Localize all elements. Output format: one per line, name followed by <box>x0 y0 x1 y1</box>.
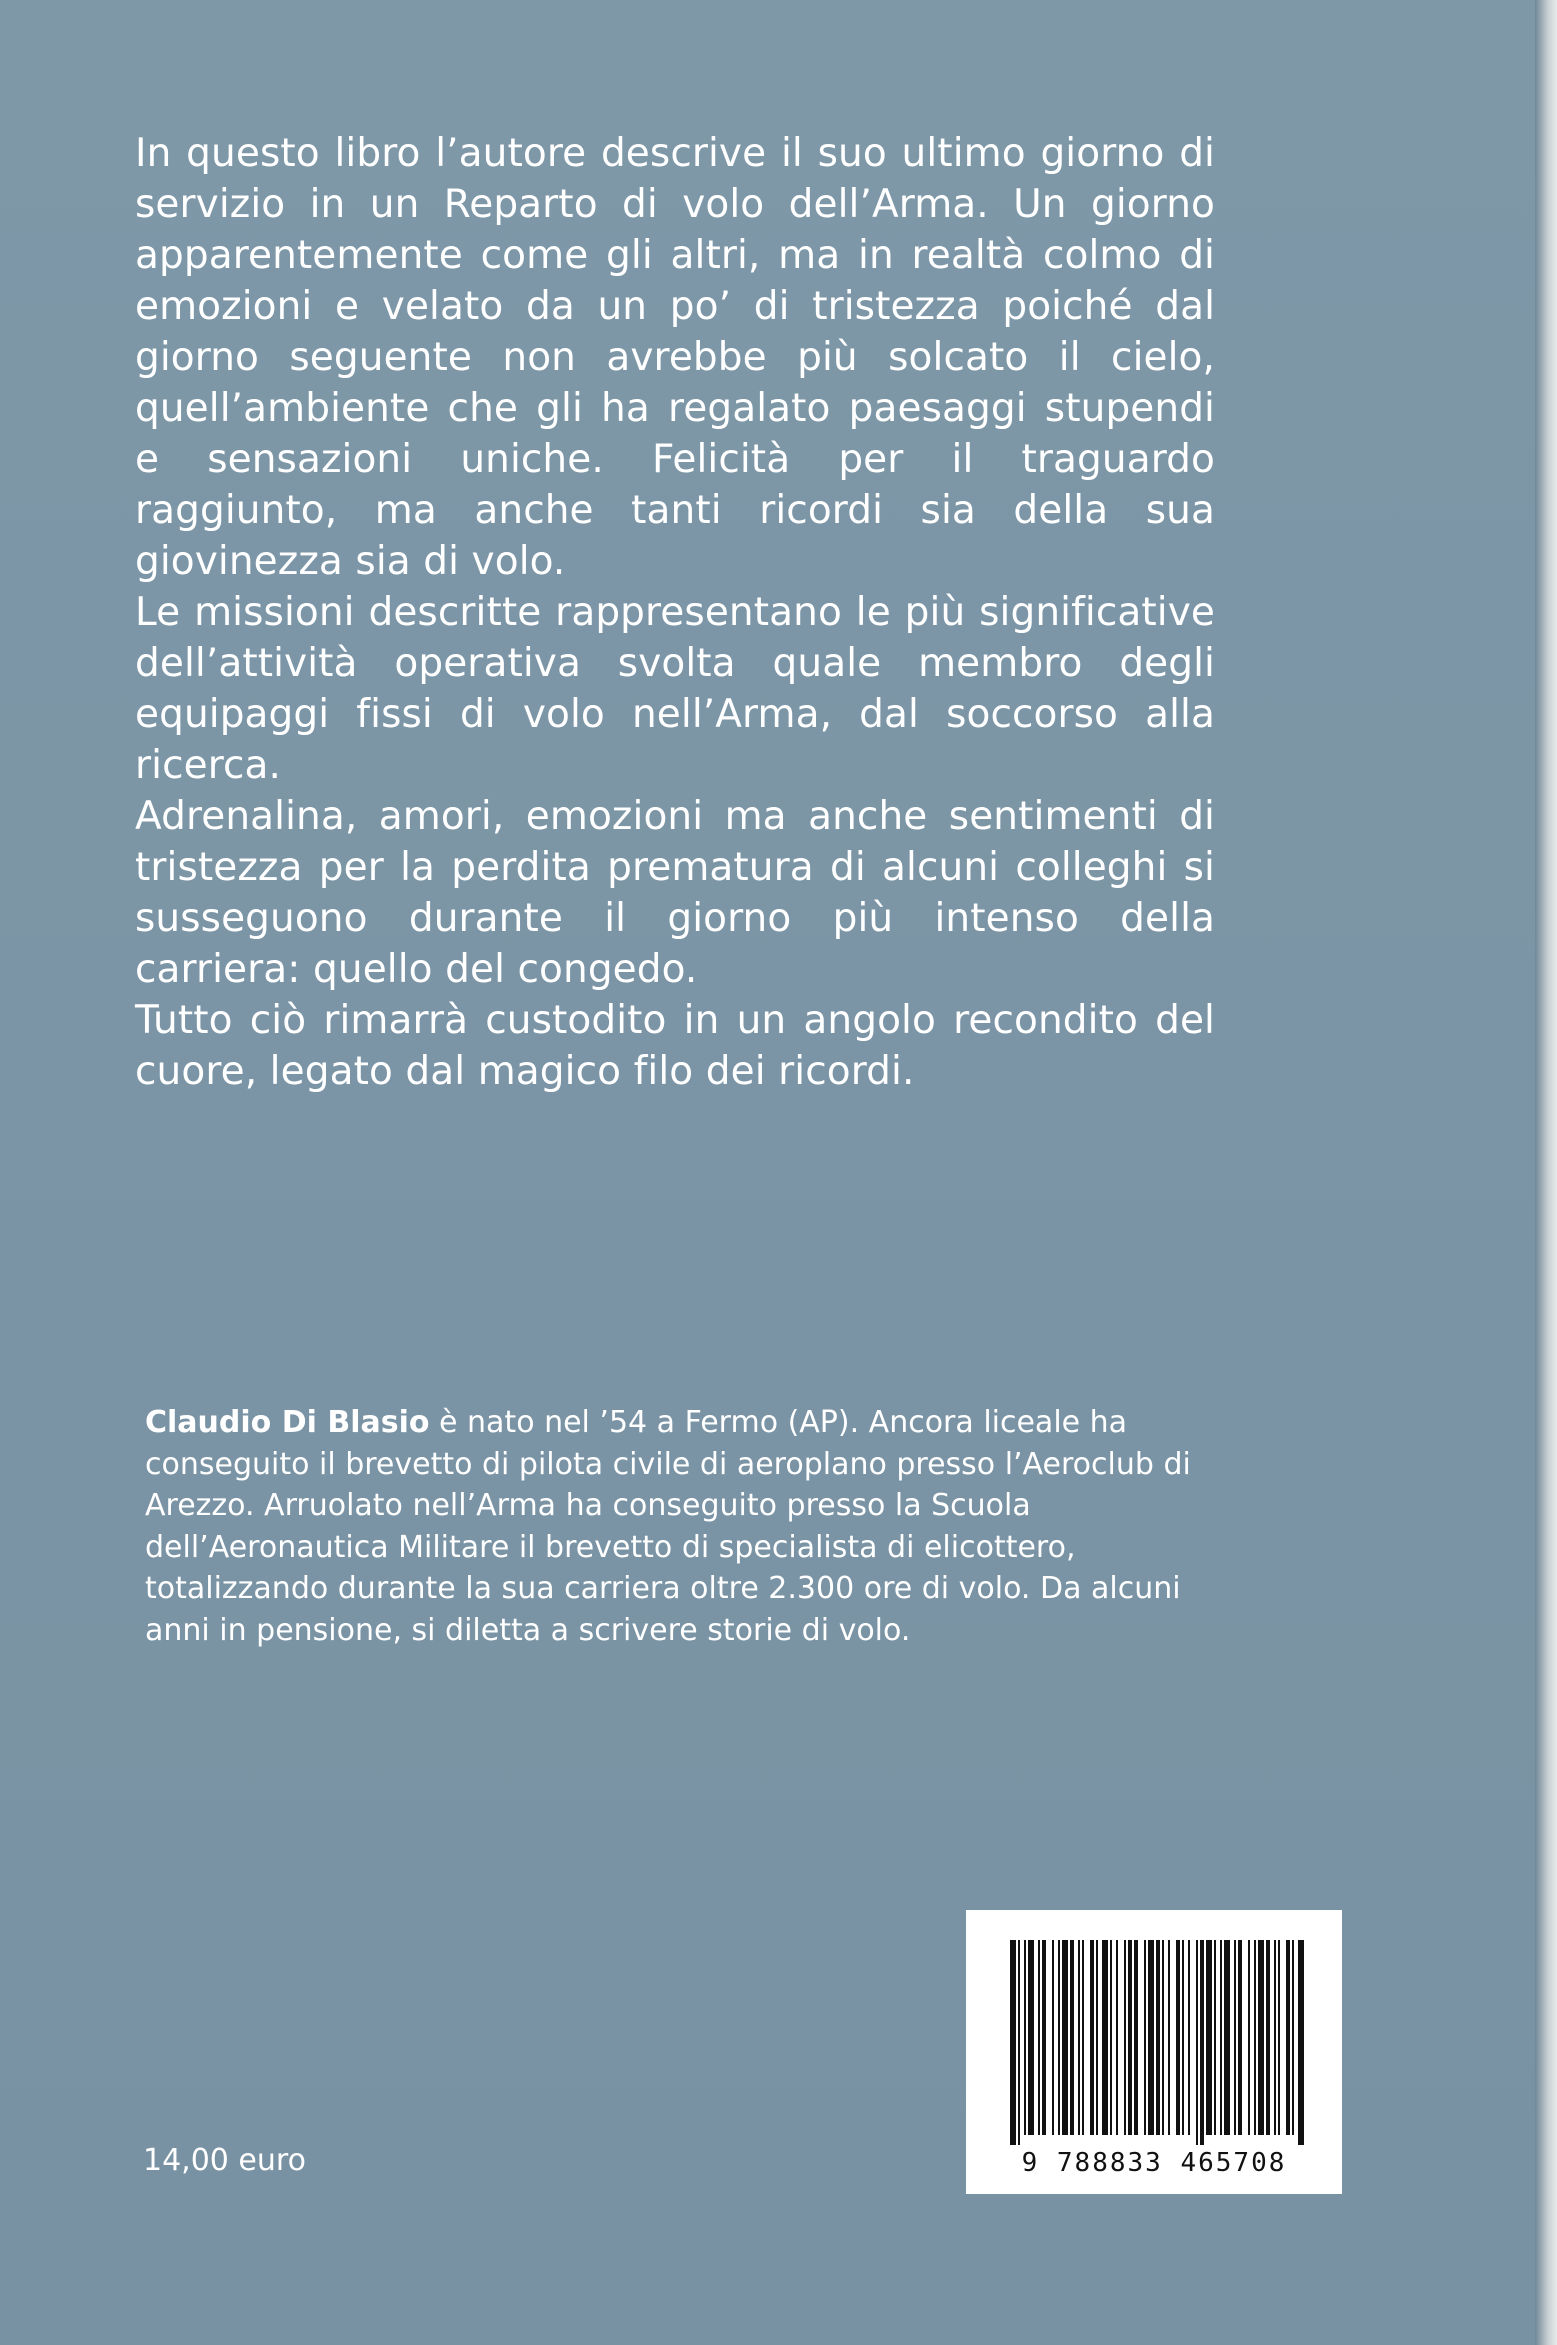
page-edge <box>1535 0 1557 2345</box>
barcode-bar <box>1010 1940 1016 2145</box>
barcode-bar <box>1182 1940 1184 2135</box>
barcode-bar <box>1148 1940 1154 2135</box>
barcode-bar <box>1058 1940 1060 2135</box>
barcode-bar <box>1042 1940 1046 2135</box>
barcode-bar <box>1200 1940 1204 2145</box>
barcode-bar <box>1168 1940 1170 2135</box>
barcode-bar <box>1292 1940 1294 2135</box>
blurb-paragraph-3: Adrenalina, amori, emozioni ma anche sentimenti di tristezza per la perdita prematura di alcuni colleghi si susseguono durante il giorno più intenso della carriera: quello del congedo. <box>135 794 1215 992</box>
barcode-bar <box>1156 1940 1160 2135</box>
barcode-bar <box>1082 1940 1084 2135</box>
barcode-bar <box>1286 1940 1290 2135</box>
barcode-bar <box>1116 1940 1118 2135</box>
isbn-digits: 9 788833 465708 <box>1021 2148 1287 2178</box>
barcode-bar <box>1090 1940 1094 2135</box>
blurb-paragraph-1: In questo libro l’autore descrive il suo ultimo giorno di servizio in un Reparto di volo dell’Arma. Un giorno apparentemente come gli altri, ma in realtà colmo di emozioni e velato da un po’ di tristezza poiché dal giorno seguente non avrebbe più solcato il cielo, quell’ambiente che gli ha regalato paesaggi stupendi e sensazioni uniche. Felicità per il traguardo raggiunto, ma anche tanti ricordi sia della sua giovinezza sia di volo. <box>135 131 1215 584</box>
barcode-bar <box>1124 1940 1126 2135</box>
barcode-bar <box>1196 1940 1198 2145</box>
barcode-bar <box>1078 1940 1080 2135</box>
barcode-bar <box>1248 1940 1250 2135</box>
barcode-bar <box>1062 1940 1068 2135</box>
barcode-bar <box>1096 1940 1098 2135</box>
barcode-bar <box>1128 1940 1132 2135</box>
barcode-bar <box>1028 1940 1034 2135</box>
barcode-bar <box>1266 1940 1270 2135</box>
barcode-bar <box>1238 1940 1242 2135</box>
barcode-bar <box>1298 1940 1304 2145</box>
barcode-bar <box>1052 1940 1054 2135</box>
barcode-bar <box>1258 1940 1264 2135</box>
barcode-bar <box>1254 1940 1256 2135</box>
barcode-bar <box>1102 1940 1108 2135</box>
author-bio-text: è nato nel ’54 a Fermo (AP). Ancora liceale ha conseguito il brevetto di pilota civile di aeroplano presso l’Aeroclub di Arezzo. Arruolato nell’Arma ha conseguito presso la Scuola dell’Aeronautica Militare il brevetto di specialista di elicottero, totalizzando durante la sua carriera oltre 2.300 ore di volo. Da alcuni anni in pensione, si diletta a scrivere storie di volo. <box>145 1405 1191 1648</box>
barcode-bar <box>1176 1940 1180 2135</box>
barcode-bar <box>1206 1940 1212 2135</box>
barcode-bar <box>1234 1940 1236 2135</box>
barcode-bar <box>1018 1940 1020 2145</box>
author-name: Claudio Di Blasio <box>145 1405 430 1440</box>
barcode-icon <box>966 1910 1342 2150</box>
blurb-paragraph-2: Le missioni descritte rappresentano le più significative dell’attività operativa svolta quale membro degli equipaggi fissi di volo nell’Arma, dal soccorso alla ricerca. <box>135 590 1215 788</box>
barcode-bar <box>1110 1940 1112 2135</box>
blurb-paragraph-4: Tutto ciò rimarrà custodito in un angolo recondito del cuore, legato dal magico filo dei ricordi. <box>135 998 1215 1094</box>
author-bio <box>145 1402 1195 1651</box>
barcode-bar <box>1188 1940 1190 2135</box>
barcode-bar <box>1274 1940 1276 2135</box>
barcode-bar <box>1162 1940 1164 2135</box>
barcode-bar <box>1024 1940 1026 2135</box>
barcode-bar <box>1214 1940 1216 2135</box>
blurb <box>135 128 1215 1097</box>
barcode-bar <box>1224 1940 1230 2135</box>
barcode-bar <box>1038 1940 1040 2135</box>
barcode-bar <box>1220 1940 1222 2135</box>
barcode-bar <box>1144 1940 1146 2135</box>
barcode-bar <box>1134 1940 1138 2135</box>
isbn-barcode <box>966 1910 1342 2194</box>
barcode-bar <box>1070 1940 1074 2135</box>
price: 14,00 euro <box>143 2143 306 2178</box>
barcode-bar <box>1278 1940 1280 2135</box>
